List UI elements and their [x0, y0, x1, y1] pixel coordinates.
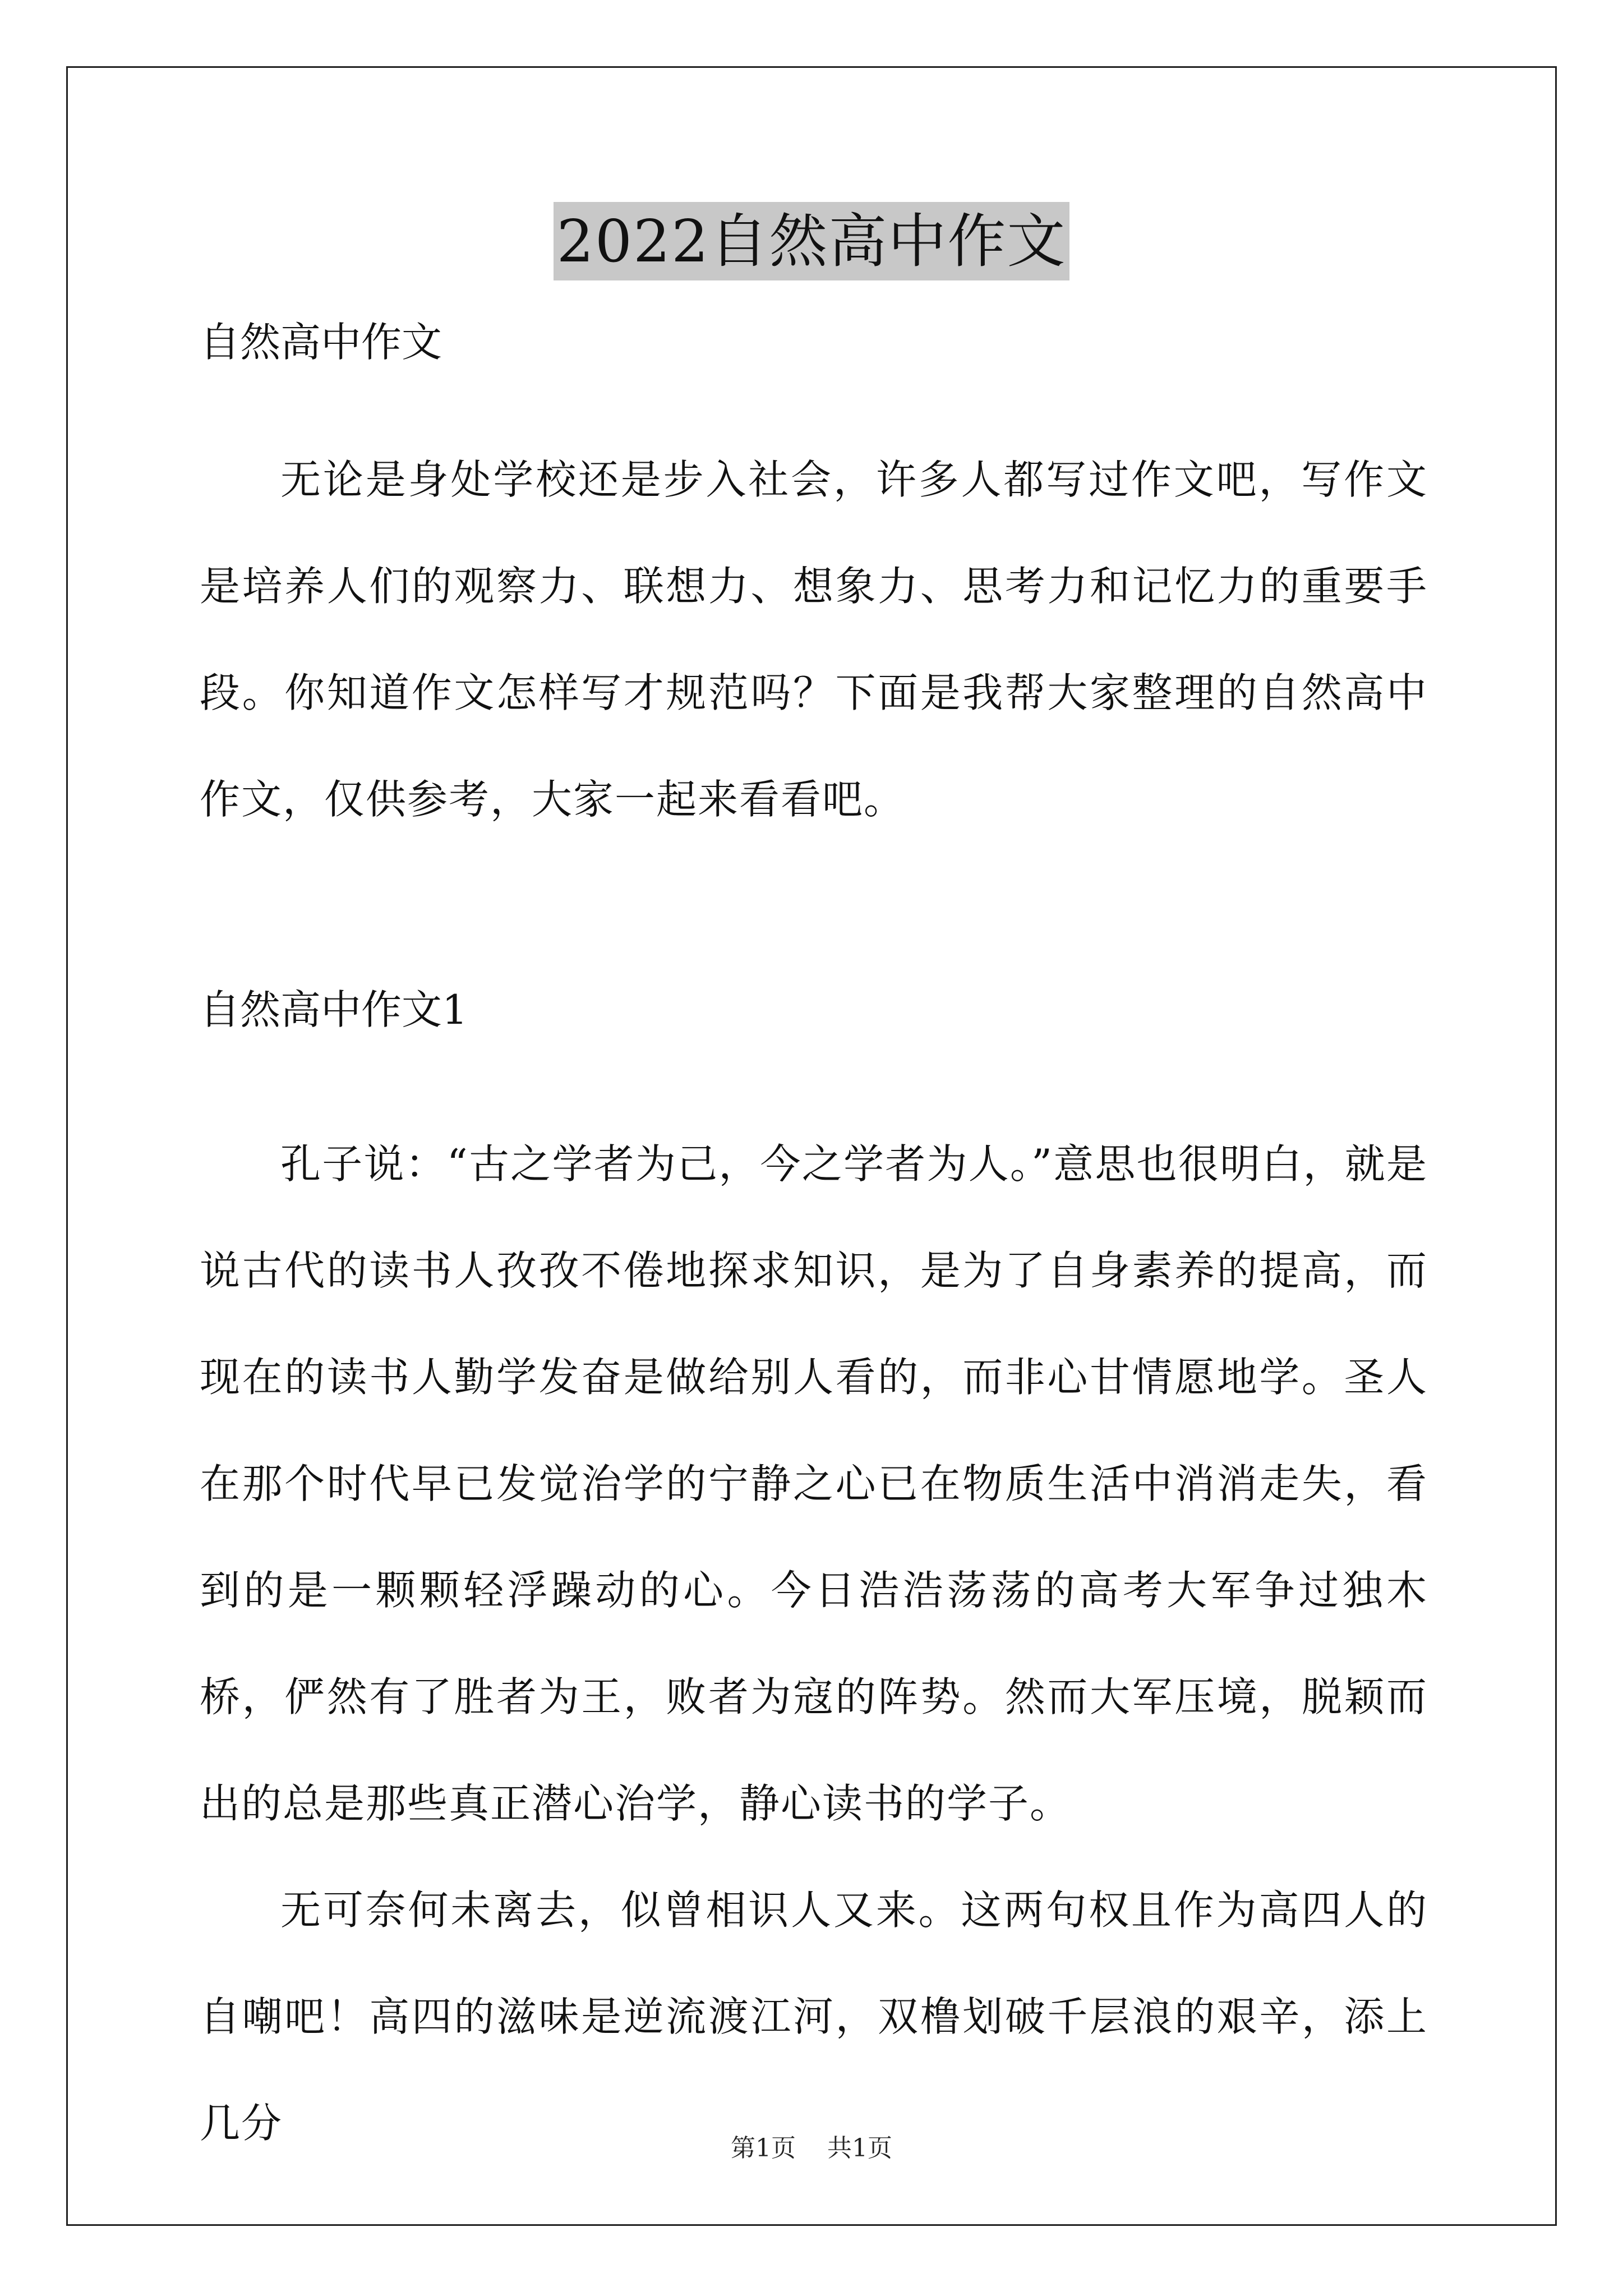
- document-title: 2022自然高中作文: [554, 202, 1070, 280]
- document-body: [200, 314, 1428, 2177]
- title-container: [0, 202, 1623, 280]
- page-number-current: 第1页: [731, 2134, 796, 2162]
- page-footer: [0, 2132, 1623, 2165]
- essay-paragraph: 孔子说：“古之学者为己，今之学者为人。”意思也很明白，就是说古代的读书人孜孜不倦地探求知识，是为了自身素养的提高，而现在的读书人勤学发奋是做给别人看的，而非心甘情愿地学。圣人在那个时代早已发觉治学的宁静之心已在物质生活中消消走失，看到的是一颗颗轻浮躁动的心。今日浩浩荡荡的高考大军争过独木桥，俨然有了胜者为王，败者为寇的阵势。然而大军压境，脱颖而出的总是那些真正潜心治学，静心读书的学子。: [200, 1140, 1428, 1827]
- essay-paragraph: 无可奈何未离去，似曾相识人又来。这两句权且作为高四人的自嘲吧！高四的滋味是逆流渡江河，双橹划破千层浪的艰辛，添上几分: [200, 1887, 1428, 2147]
- intro-paragraph: 无论是身处学校还是步入社会，许多人都写过作文吧，写作文是培养人们的观察力、联想力、想象力、思考力和记忆力的重要手段。你知道作文怎样写才规范吗？下面是我帮大家整理的自然高中作文，仅供参考，大家一起来看看吧。: [200, 456, 1428, 823]
- section-heading: 自然高中作文: [200, 319, 442, 366]
- page-number-total: 共1页: [827, 2134, 892, 2162]
- essay-heading: 自然高中作文1: [200, 986, 468, 1033]
